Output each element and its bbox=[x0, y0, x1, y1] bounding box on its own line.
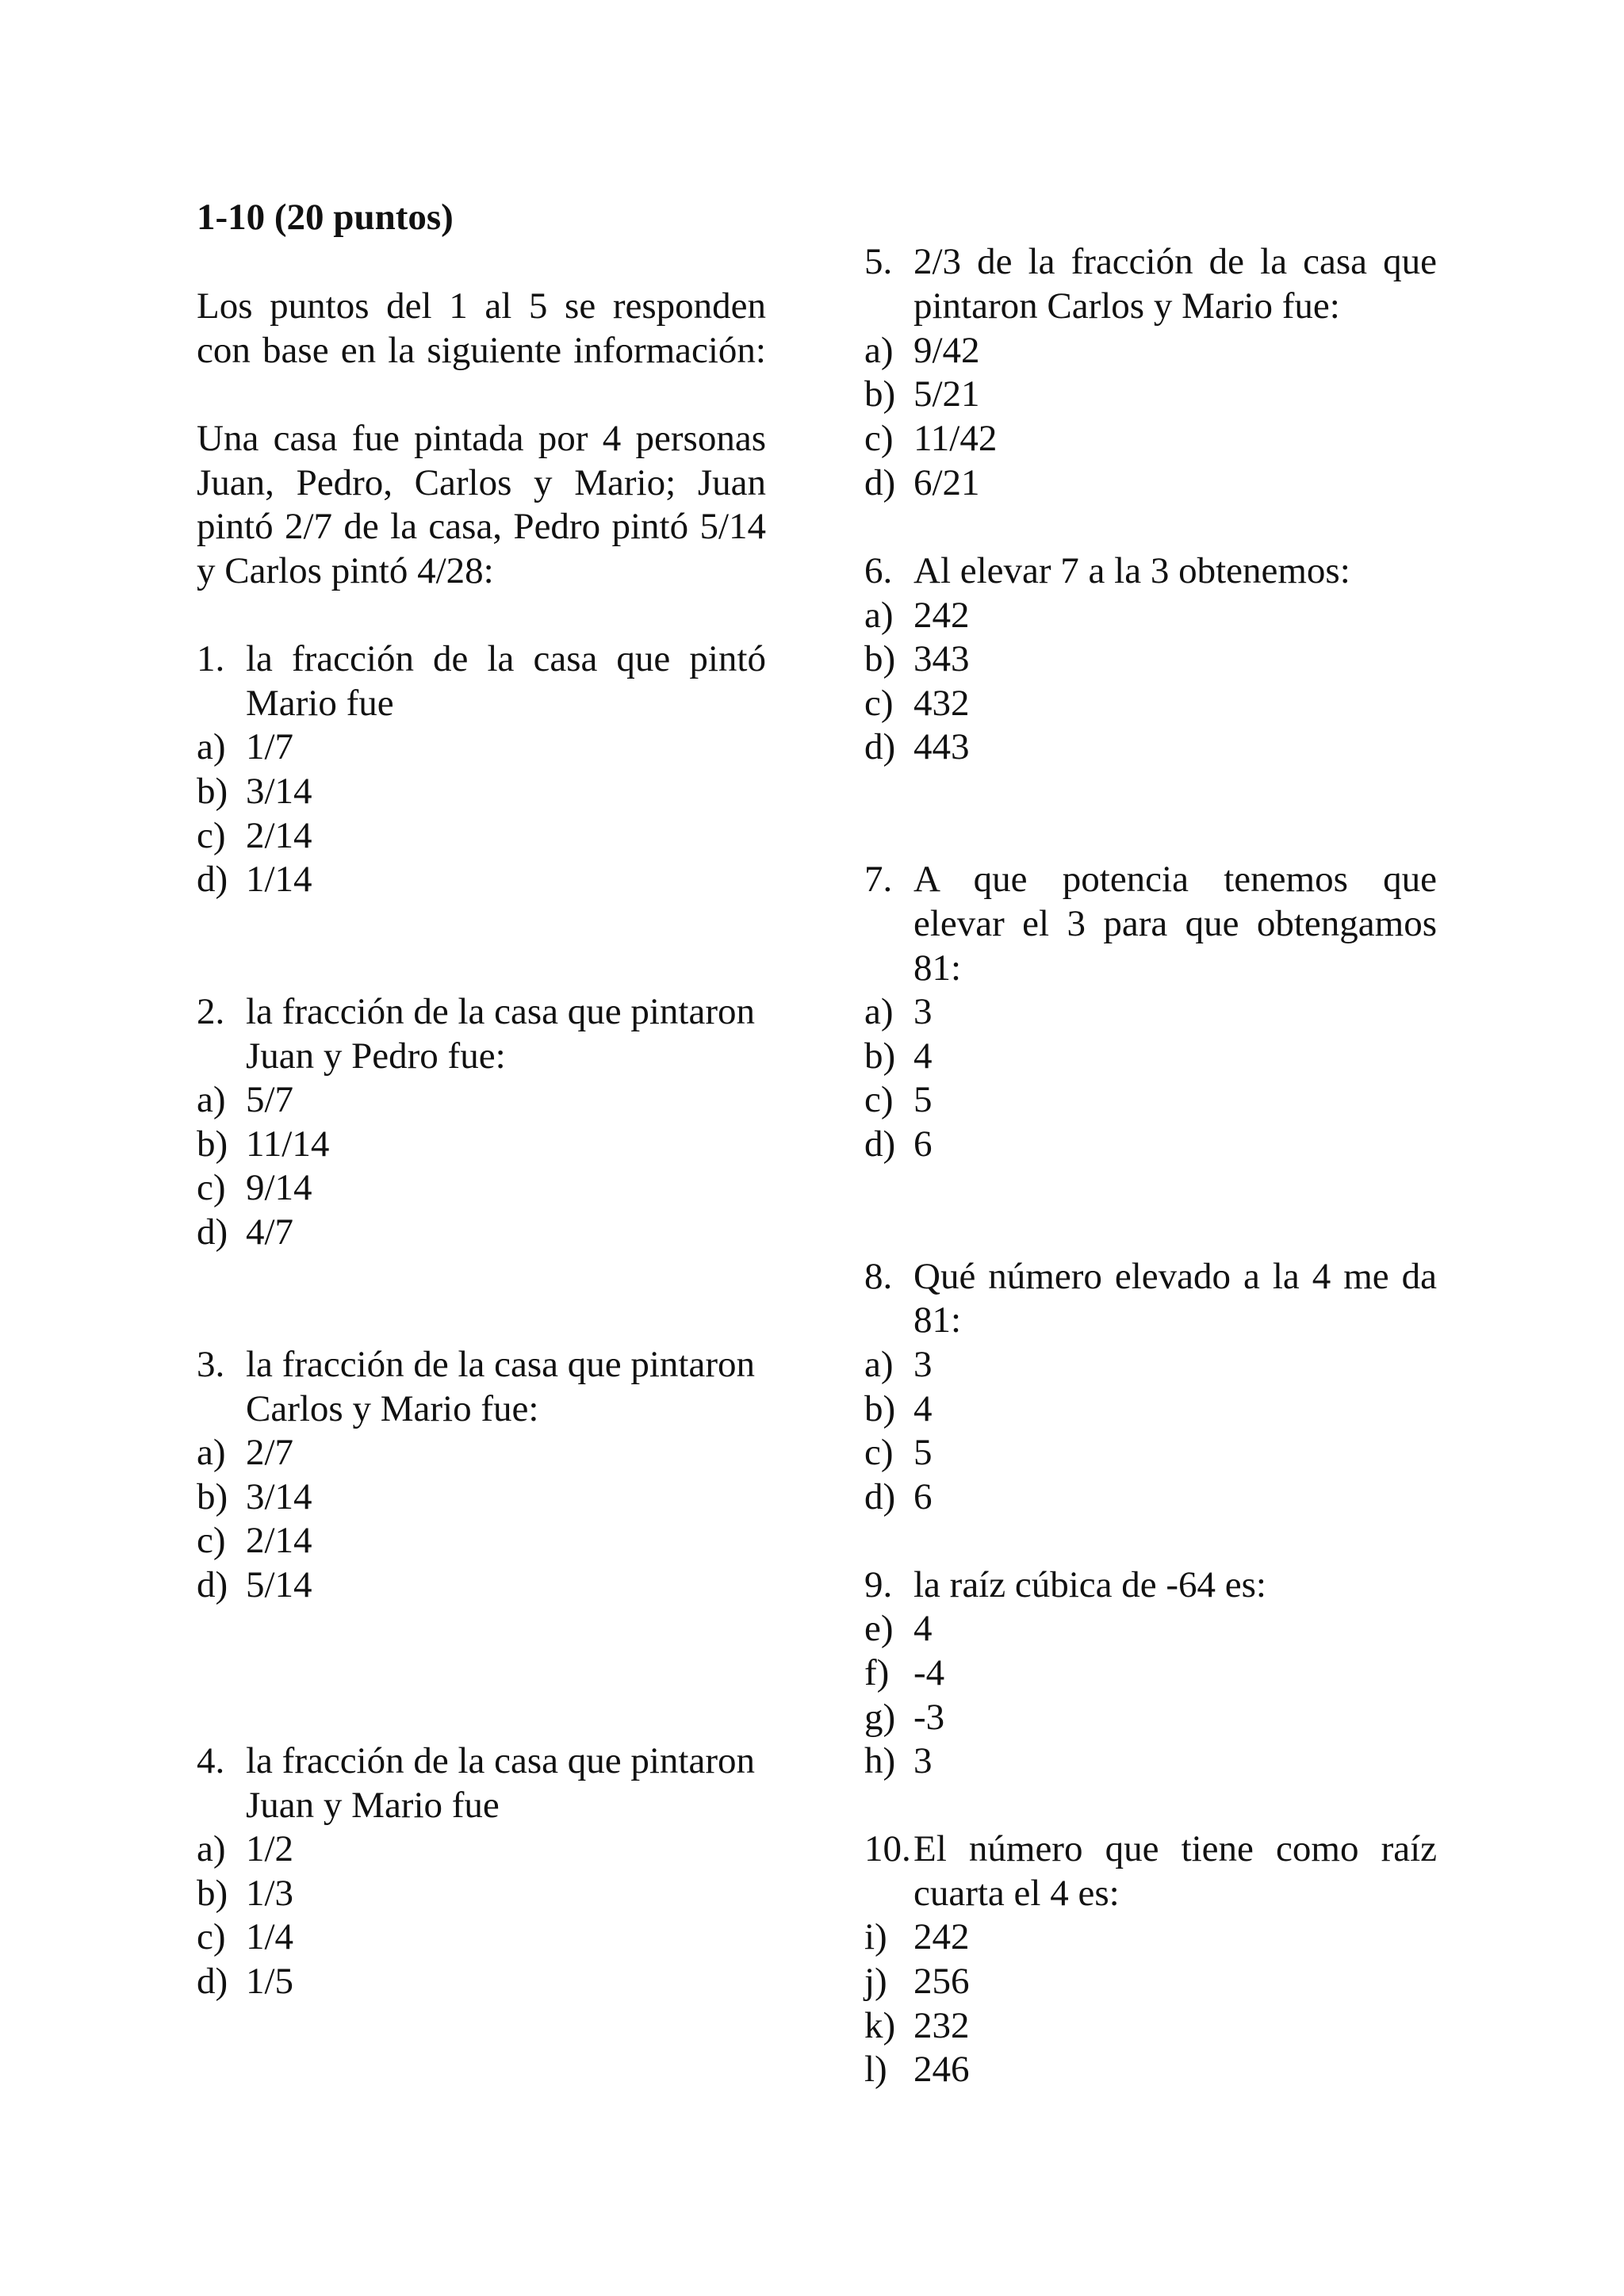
question-text: pintaron Carlos y Mario fue: bbox=[914, 285, 1340, 327]
option-text: 242 bbox=[914, 595, 970, 636]
option-text: 246 bbox=[914, 2049, 970, 2090]
scenario-line-4: y Carlos pintó 4/28: bbox=[197, 550, 494, 591]
option-letter: d) bbox=[197, 859, 228, 900]
option-text: 2/7 bbox=[246, 1432, 294, 1473]
option-text: 3 bbox=[914, 991, 933, 1032]
question-number: 2. bbox=[197, 991, 225, 1032]
option-text: 1/14 bbox=[246, 859, 312, 900]
scenario-line-3: pintó 2/7 de la casa, Pedro pintó 5/14 bbox=[197, 506, 766, 547]
option-letter: l) bbox=[864, 2049, 887, 2090]
option-text: 2/14 bbox=[246, 1520, 312, 1561]
option-text: 1/7 bbox=[246, 726, 294, 767]
option-letter: a) bbox=[864, 595, 894, 636]
option-letter: a) bbox=[197, 1432, 226, 1473]
option-text: -4 bbox=[914, 1652, 945, 1693]
option-text: 5/7 bbox=[246, 1079, 294, 1120]
question-text: la fracción de la casa que pintó bbox=[246, 638, 766, 679]
section-heading: 1-10 (20 puntos) bbox=[197, 197, 454, 238]
option-text: 6 bbox=[914, 1476, 933, 1517]
option-letter: e) bbox=[864, 1608, 894, 1649]
option-text: 9/14 bbox=[246, 1167, 312, 1208]
option-text: 1/3 bbox=[246, 1873, 294, 1914]
question-text: Mario fue bbox=[246, 683, 394, 724]
option-letter: d) bbox=[197, 1564, 228, 1605]
option-letter: a) bbox=[864, 1344, 894, 1385]
option-text: 2/14 bbox=[246, 815, 312, 856]
question-text: cuarta el 4 es: bbox=[914, 1873, 1120, 1914]
intro-line-1: Los puntos del 1 al 5 se responden bbox=[197, 285, 766, 327]
option-text: 232 bbox=[914, 2005, 970, 2046]
option-text: 432 bbox=[914, 683, 970, 724]
option-text: 3 bbox=[914, 1344, 933, 1385]
option-text: -3 bbox=[914, 1697, 945, 1738]
option-letter: c) bbox=[197, 1520, 226, 1561]
option-letter: a) bbox=[197, 1079, 226, 1120]
question-text: la fracción de la casa que pintaron bbox=[246, 991, 756, 1032]
option-text: 5 bbox=[914, 1079, 933, 1120]
option-letter: g) bbox=[864, 1697, 896, 1738]
option-text: 11/14 bbox=[246, 1123, 330, 1165]
option-letter: c) bbox=[197, 1167, 226, 1208]
option-letter: c) bbox=[864, 1079, 894, 1120]
option-letter: c) bbox=[864, 1432, 894, 1473]
option-text: 1/4 bbox=[246, 1916, 294, 1957]
question-text: Juan y Pedro fue: bbox=[246, 1035, 506, 1077]
question-number: 1. bbox=[197, 638, 225, 679]
option-letter: b) bbox=[197, 1476, 228, 1517]
option-letter: c) bbox=[864, 683, 894, 724]
question-text: A que potencia tenemos que bbox=[914, 859, 1437, 900]
option-letter: b) bbox=[197, 1873, 228, 1914]
question-text: la fracción de la casa que pintaron bbox=[246, 1740, 756, 1781]
option-letter: k) bbox=[864, 2005, 896, 2046]
option-text: 3 bbox=[914, 1740, 933, 1781]
intro-line-2: con base en la siguiente información: bbox=[197, 330, 766, 371]
option-text: 6/21 bbox=[914, 462, 980, 503]
option-letter: d) bbox=[864, 1123, 896, 1165]
option-text: 11/42 bbox=[914, 418, 998, 459]
option-text: 9/42 bbox=[914, 330, 980, 371]
option-letter: d) bbox=[197, 1211, 228, 1253]
question-number: 6. bbox=[864, 550, 893, 591]
question-text: la fracción de la casa que pintaron bbox=[246, 1344, 756, 1385]
option-letter: a) bbox=[197, 726, 226, 767]
question-text: 81: bbox=[914, 1299, 962, 1341]
question-text: Carlos y Mario fue: bbox=[246, 1388, 539, 1429]
option-letter: b) bbox=[197, 1123, 228, 1165]
question-text: 81: bbox=[914, 947, 962, 989]
question-text: la raíz cúbica de -64 es: bbox=[914, 1564, 1266, 1605]
option-text: 1/5 bbox=[246, 1961, 294, 2002]
option-text: 242 bbox=[914, 1916, 970, 1957]
option-letter: f) bbox=[864, 1652, 890, 1693]
option-text: 5/21 bbox=[914, 373, 980, 415]
option-text: 4 bbox=[914, 1035, 933, 1077]
question-number: 3. bbox=[197, 1344, 225, 1385]
question-text: Qué número elevado a la 4 me da bbox=[914, 1256, 1437, 1297]
option-text: 443 bbox=[914, 726, 970, 767]
question-number: 5. bbox=[864, 241, 893, 282]
question-text: elevar el 3 para que obtengamos bbox=[914, 903, 1437, 944]
option-letter: h) bbox=[864, 1740, 896, 1781]
option-text: 343 bbox=[914, 638, 970, 679]
option-letter: d) bbox=[864, 1476, 896, 1517]
question-text: Al elevar 7 a la 3 obtenemos: bbox=[914, 550, 1350, 591]
question-number: 9. bbox=[864, 1564, 893, 1605]
option-letter: c) bbox=[197, 815, 226, 856]
option-letter: b) bbox=[864, 1035, 896, 1077]
option-text: 4 bbox=[914, 1608, 933, 1649]
scenario-line-2: Juan, Pedro, Carlos y Mario; Juan bbox=[197, 462, 766, 503]
question-number: 8. bbox=[864, 1256, 893, 1297]
option-letter: d) bbox=[197, 1961, 228, 2002]
option-letter: c) bbox=[864, 418, 894, 459]
question-text: El número que tiene como raíz bbox=[914, 1828, 1437, 1869]
option-letter: d) bbox=[864, 726, 896, 767]
option-letter: b) bbox=[197, 771, 228, 812]
option-text: 5 bbox=[914, 1432, 933, 1473]
question-number: 7. bbox=[864, 859, 893, 900]
option-letter: c) bbox=[197, 1916, 226, 1957]
question-number: 4. bbox=[197, 1740, 225, 1781]
option-letter: d) bbox=[864, 462, 896, 503]
scenario-line-1: Una casa fue pintada por 4 personas bbox=[197, 418, 766, 459]
question-text: 2/3 de la fracción de la casa que bbox=[914, 241, 1437, 282]
option-text: 4 bbox=[914, 1388, 933, 1429]
option-text: 3/14 bbox=[246, 771, 312, 812]
option-text: 1/2 bbox=[246, 1828, 294, 1869]
option-letter: a) bbox=[864, 330, 894, 371]
option-text: 4/7 bbox=[246, 1211, 294, 1253]
option-text: 3/14 bbox=[246, 1476, 312, 1517]
option-letter: a) bbox=[197, 1828, 226, 1869]
option-text: 256 bbox=[914, 1961, 970, 2002]
option-letter: b) bbox=[864, 373, 896, 415]
option-letter: a) bbox=[864, 991, 894, 1032]
option-letter: j) bbox=[864, 1961, 887, 2002]
option-text: 6 bbox=[914, 1123, 933, 1165]
option-letter: b) bbox=[864, 638, 896, 679]
option-letter: i) bbox=[864, 1916, 887, 1957]
question-text: Juan y Mario fue bbox=[246, 1785, 500, 1826]
option-text: 5/14 bbox=[246, 1564, 312, 1605]
option-letter: b) bbox=[864, 1388, 896, 1429]
question-number: 10. bbox=[864, 1828, 911, 1869]
